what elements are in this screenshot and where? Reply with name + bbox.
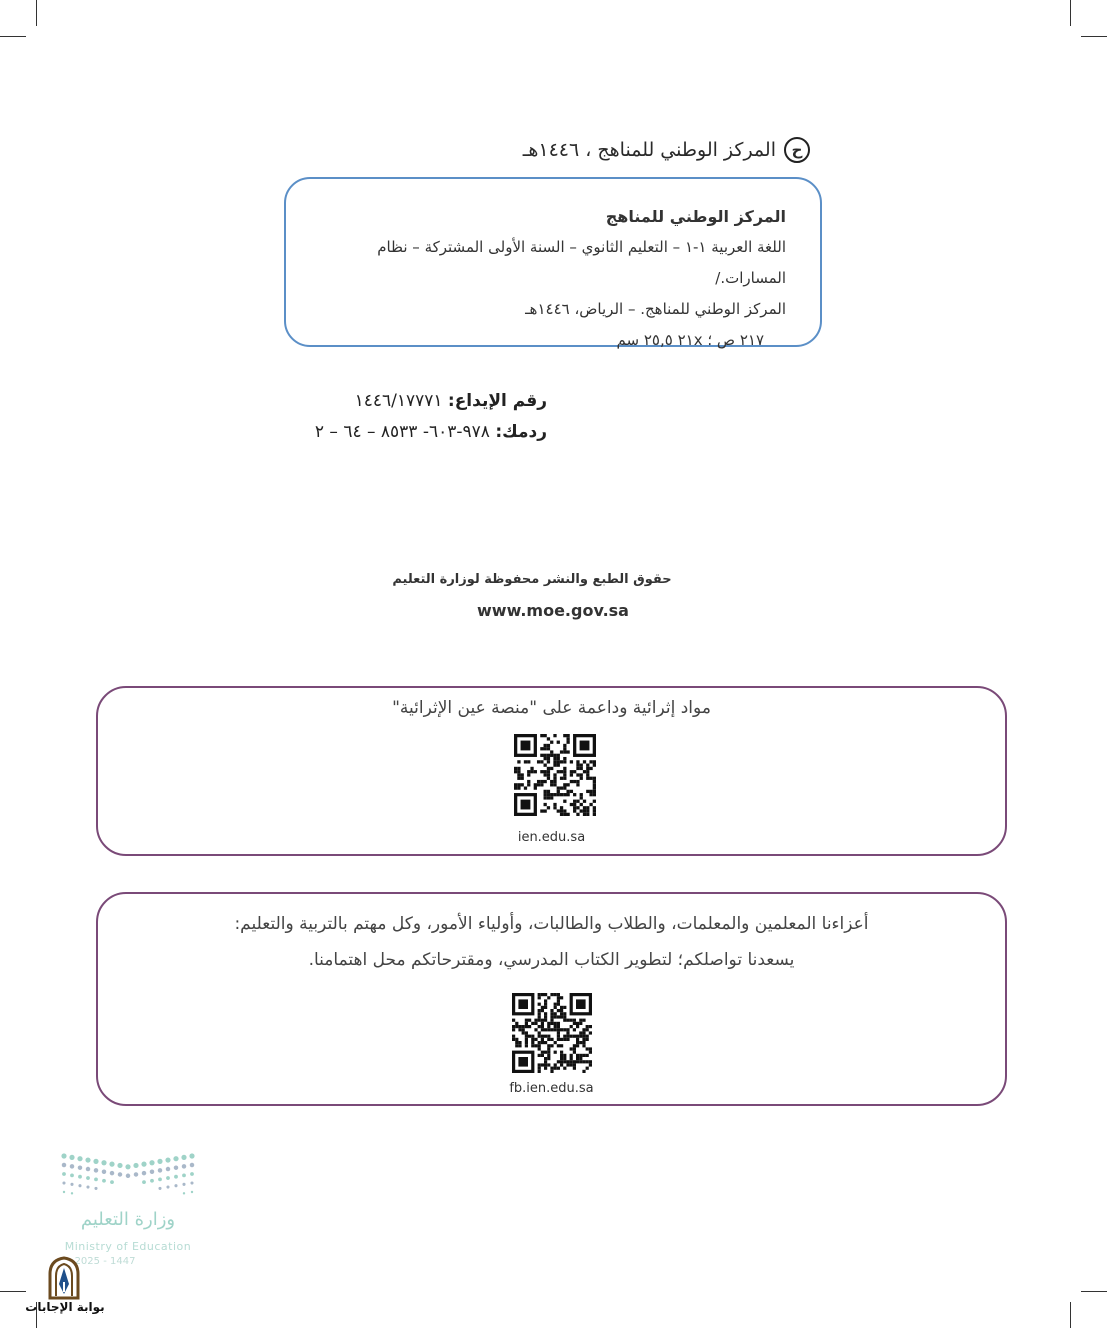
feedback-line-1: أعزاءنا المعلمين والمعلمات، والطلاب والطالبات، وأولياء الأمور، وكل مهتم بالتربية والتعليم: bbox=[234, 914, 869, 934]
deposit-value: ١٤٤٦/١٧٧٧١ bbox=[354, 391, 443, 411]
feedback-url[interactable]: fb.ien.edu.sa bbox=[509, 1081, 594, 1096]
ministry-name-arabic: وزارة التعليم bbox=[80, 1209, 176, 1230]
crop-mark bbox=[1070, 0, 1071, 26]
crop-mark bbox=[36, 0, 37, 26]
catalog-line-3: ٢١٧ ص ؛ ٢١x ٢٥,٥ سم bbox=[616, 331, 764, 349]
copyright-text: المركز الوطني للمناهج ، ١٤٤٦هـ bbox=[522, 139, 776, 161]
deposit-label: رقم الإيداع: bbox=[447, 391, 547, 411]
deposit-number-row bbox=[250, 386, 547, 417]
catalog-line-1: اللغة العربية ١-١ – التعليم الثانوي – السنة الأولى المشتركة – نظام المسارات./ bbox=[377, 238, 786, 287]
pen-emblem-icon bbox=[44, 1256, 84, 1300]
crop-mark bbox=[1070, 1302, 1071, 1328]
deposit-info bbox=[250, 386, 547, 448]
qr-code-icon[interactable] bbox=[514, 734, 596, 816]
catalog-line-2: المركز الوطني للمناهج. – الرياض، ١٤٤٦هـ bbox=[525, 300, 786, 318]
enrichment-box bbox=[96, 686, 1007, 856]
copyright-line bbox=[470, 132, 810, 168]
feedback-box bbox=[96, 892, 1007, 1106]
crop-mark bbox=[0, 1291, 26, 1292]
rights-notice: حقوق الطبع والنشر محفوظة لوزارة التعليم bbox=[392, 572, 672, 587]
isbn-value: ٩٧٨-٦٠٣- ٨٥٣٣ – ٦٤ – ٢ bbox=[314, 422, 490, 442]
enrichment-url[interactable]: ien.edu.sa bbox=[517, 830, 586, 845]
feedback-line-2: يسعدنا تواصلكم؛ لتطوير الكتاب المدرسي، ومقترحاتكم محل اهتمامنا. bbox=[308, 950, 795, 970]
crop-mark bbox=[0, 36, 26, 37]
crop-mark bbox=[1081, 1291, 1107, 1292]
ministry-website-link[interactable]: www.moe.gov.sa bbox=[477, 601, 629, 620]
ministry-name-english: Ministry of Education bbox=[64, 1240, 192, 1253]
crop-mark bbox=[1081, 36, 1107, 37]
copyright-symbol: ح bbox=[784, 137, 810, 163]
isbn-label: ردمك: bbox=[495, 422, 547, 442]
catalog-title: المركز الوطني للمناهج bbox=[605, 207, 786, 226]
enrichment-text: مواد إثرائية وداعمة على "منصة عين الإثرائية" bbox=[392, 698, 711, 718]
watermark-label: بوابة الإجابات bbox=[25, 1300, 105, 1314]
isbn-row bbox=[250, 417, 547, 448]
ministry-year: 2025 - 1447 bbox=[74, 1256, 136, 1267]
qr-code-icon[interactable] bbox=[512, 993, 592, 1073]
cataloging-box bbox=[284, 177, 822, 347]
ministry-logo-icon bbox=[60, 1152, 196, 1200]
